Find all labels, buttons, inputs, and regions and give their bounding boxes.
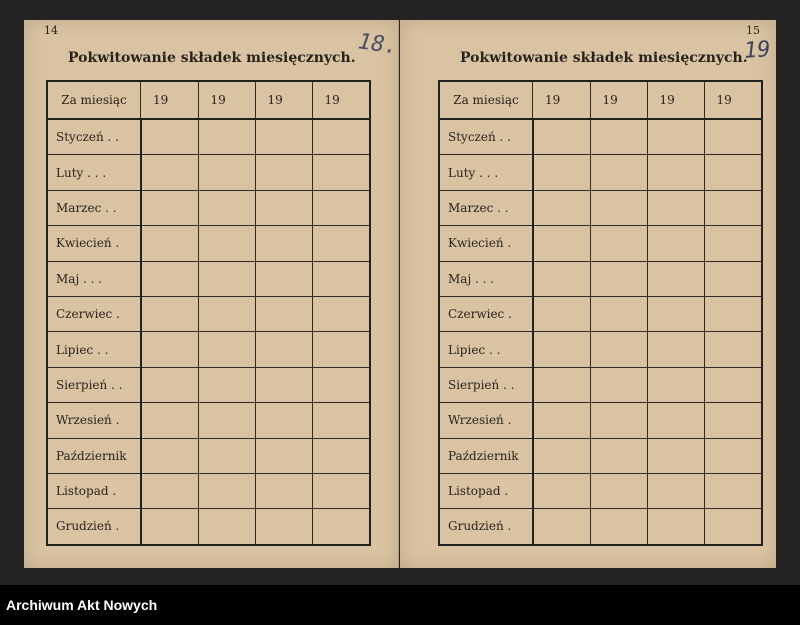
fee-cell <box>141 190 199 225</box>
fee-cell <box>141 119 199 155</box>
fee-cell <box>312 190 370 225</box>
month-label: Marzec . . <box>47 190 141 225</box>
table-row <box>47 296 370 331</box>
table-row <box>47 190 370 225</box>
fee-cell <box>198 403 255 438</box>
fee-cell <box>312 296 370 331</box>
fee-cell <box>647 226 704 261</box>
table-row <box>439 403 762 438</box>
fee-cell <box>141 403 199 438</box>
table-row <box>47 367 370 402</box>
fee-cell <box>198 438 255 473</box>
month-label: Sierpień . . <box>439 367 533 402</box>
table-row <box>47 403 370 438</box>
right-table-body <box>439 119 762 545</box>
fee-cell <box>590 226 647 261</box>
fee-cell <box>255 403 312 438</box>
fee-cell <box>198 367 255 402</box>
fee-cell <box>255 261 312 296</box>
archive-name: Archiwum Akt Nowych <box>6 597 158 613</box>
fee-cell <box>312 226 370 261</box>
fee-cell <box>704 296 762 331</box>
fee-cell <box>255 438 312 473</box>
fee-cell <box>533 296 591 331</box>
year-column-header: 19 <box>312 81 370 119</box>
fee-cell <box>590 296 647 331</box>
table-row <box>439 296 762 331</box>
left-page <box>24 20 399 568</box>
fee-cell <box>647 367 704 402</box>
fee-cell <box>590 119 647 155</box>
table-row <box>439 226 762 261</box>
left-page-title: Pokwitowanie składek miesięcznych. <box>68 50 356 66</box>
month-label: Kwiecień . <box>439 226 533 261</box>
fee-cell <box>590 403 647 438</box>
year-column-header: 19 <box>141 81 199 119</box>
table-row <box>439 438 762 473</box>
table-row <box>47 473 370 508</box>
month-label: Styczeń . . <box>439 119 533 155</box>
fee-cell <box>533 367 591 402</box>
month-label: Listopad . <box>47 473 141 508</box>
month-label: Sierpień . . <box>47 367 141 402</box>
month-label: Kwiecień . <box>47 226 141 261</box>
fee-cell <box>198 119 255 155</box>
fee-cell <box>647 155 704 190</box>
fee-cell <box>255 190 312 225</box>
fee-cell <box>198 226 255 261</box>
year-column-header: 19 <box>647 81 704 119</box>
year-column-header: 19 <box>704 81 762 119</box>
fee-cell <box>255 509 312 545</box>
fee-cell <box>198 509 255 545</box>
fee-cell <box>533 473 591 508</box>
fee-cell <box>312 509 370 545</box>
fee-cell <box>590 190 647 225</box>
month-column-header: Za miesiąc <box>439 81 533 119</box>
month-label: Październik <box>47 438 141 473</box>
month-label: Styczeń . . <box>47 119 141 155</box>
year-column-header: 19 <box>255 81 312 119</box>
fee-cell <box>647 438 704 473</box>
fee-cell <box>590 509 647 545</box>
fee-cell <box>198 190 255 225</box>
fee-cell <box>533 226 591 261</box>
fee-cell <box>704 509 762 545</box>
table-row <box>47 226 370 261</box>
fee-cell <box>141 155 199 190</box>
fee-cell <box>141 226 199 261</box>
month-label: Wrzesień . <box>47 403 141 438</box>
month-label: Listopad . <box>439 473 533 508</box>
year-column-header: 19 <box>198 81 255 119</box>
year-column-header: 19 <box>533 81 591 119</box>
fee-cell <box>255 367 312 402</box>
fee-cell <box>312 332 370 367</box>
fee-cell <box>312 155 370 190</box>
table-row <box>439 332 762 367</box>
right-page-number: 15 <box>746 24 760 37</box>
fee-cell <box>141 438 199 473</box>
fee-cell <box>198 473 255 508</box>
table-row <box>439 119 762 155</box>
table-row <box>439 367 762 402</box>
fee-cell <box>198 332 255 367</box>
fee-cell <box>647 119 704 155</box>
left-fee-table <box>46 80 371 546</box>
month-column-header: Za miesiąc <box>47 81 141 119</box>
fee-cell <box>533 403 591 438</box>
fee-cell <box>198 155 255 190</box>
fee-cell <box>141 367 199 402</box>
fee-cell <box>704 438 762 473</box>
fee-cell <box>141 296 199 331</box>
table-header-row <box>439 81 762 119</box>
month-label: Luty . . . <box>439 155 533 190</box>
fee-cell <box>255 296 312 331</box>
fee-cell <box>312 438 370 473</box>
left-table-body <box>47 119 370 545</box>
right-page-title: Pokwitowanie składek miesięcznych. <box>460 50 748 66</box>
fee-cell <box>533 119 591 155</box>
fee-cell <box>533 155 591 190</box>
fee-cell <box>255 226 312 261</box>
month-label: Czerwiec . <box>47 296 141 331</box>
fee-cell <box>704 403 762 438</box>
fee-cell <box>590 473 647 508</box>
right-fee-table <box>438 80 763 546</box>
fee-cell <box>255 473 312 508</box>
fee-cell <box>590 155 647 190</box>
fee-cell <box>312 403 370 438</box>
month-label: Maj . . . <box>47 261 141 296</box>
fee-cell <box>533 332 591 367</box>
fee-cell <box>590 438 647 473</box>
month-label: Lipiec . . <box>47 332 141 367</box>
month-label: Luty . . . <box>47 155 141 190</box>
fee-cell <box>312 119 370 155</box>
fee-cell <box>590 367 647 402</box>
fee-cell <box>647 403 704 438</box>
fee-cell <box>141 332 199 367</box>
fee-cell <box>255 119 312 155</box>
archive-footer <box>0 585 800 625</box>
fee-cell <box>141 509 199 545</box>
fee-cell <box>704 226 762 261</box>
fee-cell <box>533 261 591 296</box>
fee-cell <box>590 261 647 296</box>
table-row <box>47 509 370 545</box>
fee-cell <box>141 473 199 508</box>
fee-cell <box>141 261 199 296</box>
table-row <box>439 155 762 190</box>
right-handwritten-number: 19 <box>743 37 772 64</box>
left-page-number: 14 <box>44 24 58 37</box>
fee-cell <box>312 473 370 508</box>
table-row <box>47 261 370 296</box>
fee-cell <box>704 473 762 508</box>
fee-cell <box>312 367 370 402</box>
fee-cell <box>647 296 704 331</box>
month-label: Październik <box>439 438 533 473</box>
year-column-header: 19 <box>590 81 647 119</box>
right-page <box>400 20 776 568</box>
table-row <box>439 261 762 296</box>
fee-cell <box>647 509 704 545</box>
fee-cell <box>647 190 704 225</box>
table-row <box>439 509 762 545</box>
left-handwritten-number: 18. <box>356 29 400 60</box>
fee-cell <box>533 190 591 225</box>
table-header-row <box>47 81 370 119</box>
table-row <box>47 332 370 367</box>
fee-cell <box>198 261 255 296</box>
fee-cell <box>704 190 762 225</box>
fee-cell <box>704 332 762 367</box>
fee-cell <box>647 332 704 367</box>
table-row <box>439 473 762 508</box>
month-label: Marzec . . <box>439 190 533 225</box>
month-label: Maj . . . <box>439 261 533 296</box>
table-row <box>47 438 370 473</box>
month-label: Grudzień . <box>47 509 141 545</box>
table-row <box>47 155 370 190</box>
fee-cell <box>312 261 370 296</box>
fee-cell <box>647 473 704 508</box>
month-label: Grudzień . <box>439 509 533 545</box>
fee-cell <box>704 155 762 190</box>
fee-cell <box>533 438 591 473</box>
fee-cell <box>647 261 704 296</box>
month-label: Lipiec . . <box>439 332 533 367</box>
month-label: Wrzesień . <box>439 403 533 438</box>
table-row <box>439 190 762 225</box>
fee-cell <box>704 119 762 155</box>
table-row <box>47 119 370 155</box>
month-label: Czerwiec . <box>439 296 533 331</box>
fee-cell <box>533 509 591 545</box>
fee-cell <box>590 332 647 367</box>
fee-cell <box>255 332 312 367</box>
fee-cell <box>704 261 762 296</box>
fee-cell <box>198 296 255 331</box>
fee-cell <box>704 367 762 402</box>
fee-cell <box>255 155 312 190</box>
